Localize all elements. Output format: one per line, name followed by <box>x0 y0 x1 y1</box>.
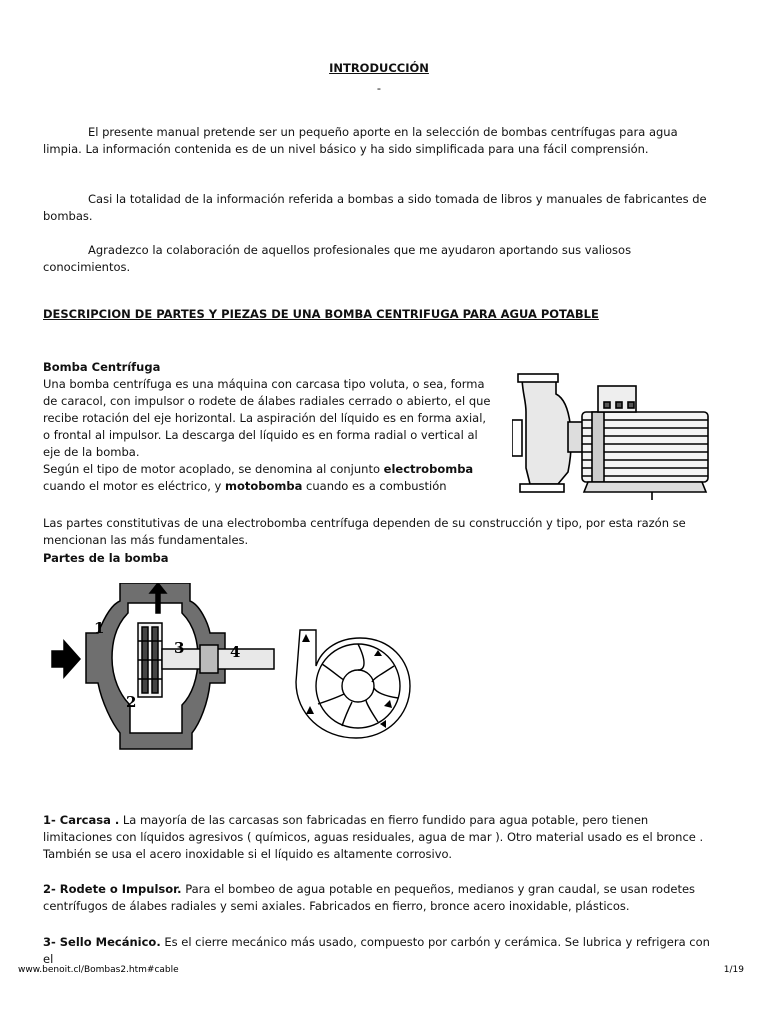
item-rodete-label: 2- Rodete o Impulsor. <box>43 882 182 896</box>
bomba-text-3c: cuando es a combustión <box>302 479 447 493</box>
footer-url[interactable]: www.benoit.cl/Bombas2.htm#cable <box>18 965 179 975</box>
item-carcasa-label: 1- Carcasa . <box>43 813 120 827</box>
item-sello-label: 3- Sello Mecánico. <box>43 935 161 949</box>
page-number: 1/19 <box>723 965 744 975</box>
section-title: DESCRIPCION DE PARTES Y PIEZAS DE UNA BOMBA CENTRIFUGA PARA AGUA POTABLE <box>43 307 599 321</box>
item-carcasa-text: La mayoría de las carcasas son fabricadas en fierro fundido para agua potable, pero tienen limitaciones con líquidos agresivos ( químicos, aguas residuales, agua de mar ). Otro material usado es el bronce . También se usa el acero inoxidable si el líquido es altamente corrosivo. <box>43 813 704 861</box>
volute-flow-diagram <box>282 626 417 746</box>
partes-heading: Partes de la bomba <box>43 551 169 565</box>
bomba-text-2a: Según el tipo de motor acoplado, se denomina al conjunto <box>43 462 384 476</box>
diagram-label-2: 2 <box>126 693 137 711</box>
intro-paragraph-1: El presente manual pretende ser un pequeño aporte en la selección de bombas centrífugas para agua limpia. La información contenida es de un nivel básico y ha sido simplificada para una fácil comprensión. <box>43 125 678 156</box>
bomba-text-2 <box>43 461 491 478</box>
item-rodete-text: Para el bombeo de agua potable en pequeños, medianos y gran caudal, se usan rodetes centrífugos de álabes radiales y semi axiales. Fabricados en fierro, bronce acero inoxidable, plásticos. <box>43 882 696 913</box>
item-sello <box>43 934 715 968</box>
intro-paragraph-3: Agradezco la colaboración de aquellos profesionales que me ayudaron aportando sus valiosos conocimientos. <box>43 243 632 274</box>
electrobomba-term: electrobomba <box>383 462 474 476</box>
diagram-label-1: 1 <box>94 619 105 637</box>
bomba-text-3 <box>43 478 491 495</box>
bomba-heading: Bomba Centrífuga <box>43 360 161 374</box>
electropump-illustration <box>512 372 712 504</box>
page-title: INTRODUCCIÓN <box>329 61 429 75</box>
partes-intro: Las partes constitutivas de una electrobomba centrífuga dependen de su construcción y tipo, por esta razón se mencionan las más fundamentales. <box>43 516 686 547</box>
pump-section-diagram <box>50 583 280 753</box>
item-sello-text: Es el cierre mecánico más usado, compuesto por carbón y cerámica. Se lubrica y refrigera con el <box>43 935 710 966</box>
bomba-text-1: Una bomba centrífuga es una máquina con carcasa tipo voluta, o sea, forma de caracol, con impulsor o rodete de álabes radiales cerrado o abierto, el que recibe rotación del eje horizontal. La aspiración del líquido es en forma axial, o frontal al impulsor. La descarga del líquido es en forma radial o vertical al eje de la bomba. <box>43 377 491 459</box>
item-rodete <box>43 881 715 915</box>
motobomba-term: motobomba <box>224 479 303 493</box>
bomba-text-3a: cuando el motor es eléctrico, y <box>43 479 225 493</box>
diagram-label-4: 4 <box>230 643 241 661</box>
intro-paragraph-2: Casi la totalidad de la información referida a bombas a sido tomada de libros y manuales de fabricantes de bombas. <box>43 192 707 223</box>
item-carcasa <box>43 812 715 863</box>
diagram-label-3: 3 <box>174 639 185 657</box>
title-dash: - <box>376 81 382 95</box>
bomba-description <box>43 376 491 495</box>
